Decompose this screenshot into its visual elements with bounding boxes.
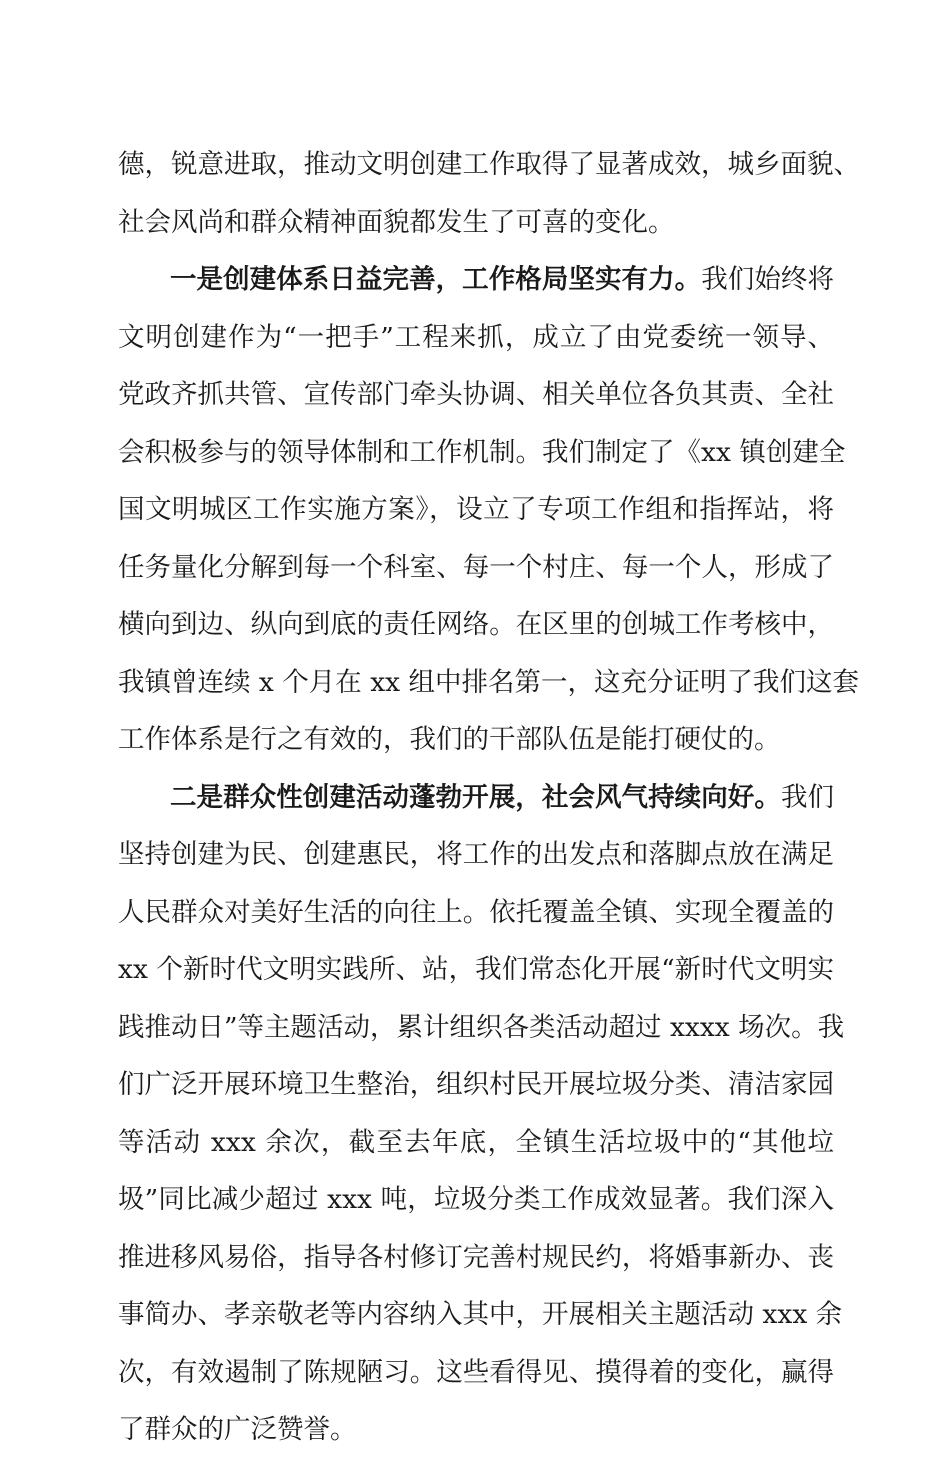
paragraph-heading: 一是创建体系日益完善，工作格局坚实有力。 — [170, 264, 702, 295]
text-line: xx 个新时代文明实践所、站，我们常态化开展“新时代文明实 — [118, 954, 834, 985]
document-body — [118, 136, 860, 1459]
text-line: 坚持创建为民、创建惠民，将工作的出发点和落脚点放在满足 — [118, 839, 834, 870]
text-line: 会积极参与的领导体制和工作机制。我们制定了《xx 镇创建全 — [118, 436, 846, 468]
text-line: 等活动 xxx 余次，截至去年底，全镇生活垃圾中的“其他垃 — [118, 1126, 834, 1158]
text-line: 推进移风易俗，指导各村修订完善村规民约，将婚事新办、丧 — [118, 1241, 834, 1273]
text-line: 人民群众对美好生活的向往上。依托覆盖全镇、实现全覆盖的 — [118, 896, 834, 928]
text-line: 事简办、孝亲敬老等内容纳入其中，开展相关主题活动 xxx 余 — [118, 1299, 843, 1330]
text-line: 横向到边、纵向到底的责任网络。在区里的创城工作考核中， — [118, 609, 834, 640]
text-line: 们广泛开展环境卫生整治，组织村民开展垃圾分类、清洁家园 — [118, 1069, 834, 1100]
text-line: 圾”同比减少超过 xxx 吨，垃圾分类工作成效显著。我们深入 — [118, 1184, 834, 1215]
text-line: 社会风尚和群众精神面貌都发生了可喜的变化。 — [118, 206, 675, 238]
text-line: 次，有效遏制了陈规陋习。这些看得见、摸得着的变化，赢得 — [118, 1356, 834, 1388]
text-line: 了群众的广泛赞誉。 — [118, 1414, 357, 1445]
text-line: 工作体系是行之有效的，我们的干部队伍是能打硬仗的。 — [118, 724, 781, 755]
text-line: 践推动日”等主题活动，累计组织各类活动超过 xxxx 场次。我 — [118, 1011, 845, 1043]
text-line: 任务量化分解到每一个科室、每一个村庄、每一个人，形成了 — [118, 551, 834, 583]
text-line: 德，锐意进取，推动文明创建工作取得了显著成效，城乡面貌、 — [118, 149, 860, 180]
text-line: 国文明城区工作实施方案》，设立了专项工作组和指挥站，将 — [118, 494, 834, 525]
text-run: 我们 — [780, 781, 834, 813]
paragraph-heading: 二是群众性创建活动蓬勃开展，社会风气持续向好。 — [170, 781, 781, 813]
text-run: 我们始终将 — [701, 264, 834, 295]
text-line: 我镇曾连续 x 个月在 xx 组中排名第一，这充分证明了我们这套 — [118, 666, 860, 698]
paragraph-start-line — [118, 251, 834, 309]
text-line: 文明创建作为“一把手”工程来抓，成立了由党委统一领导、 — [118, 321, 834, 353]
text-line: 党政齐抓共管、宣传部门牵头协调、相关单位各负其责、全社 — [118, 379, 834, 410]
paragraph-start-line — [118, 769, 834, 827]
